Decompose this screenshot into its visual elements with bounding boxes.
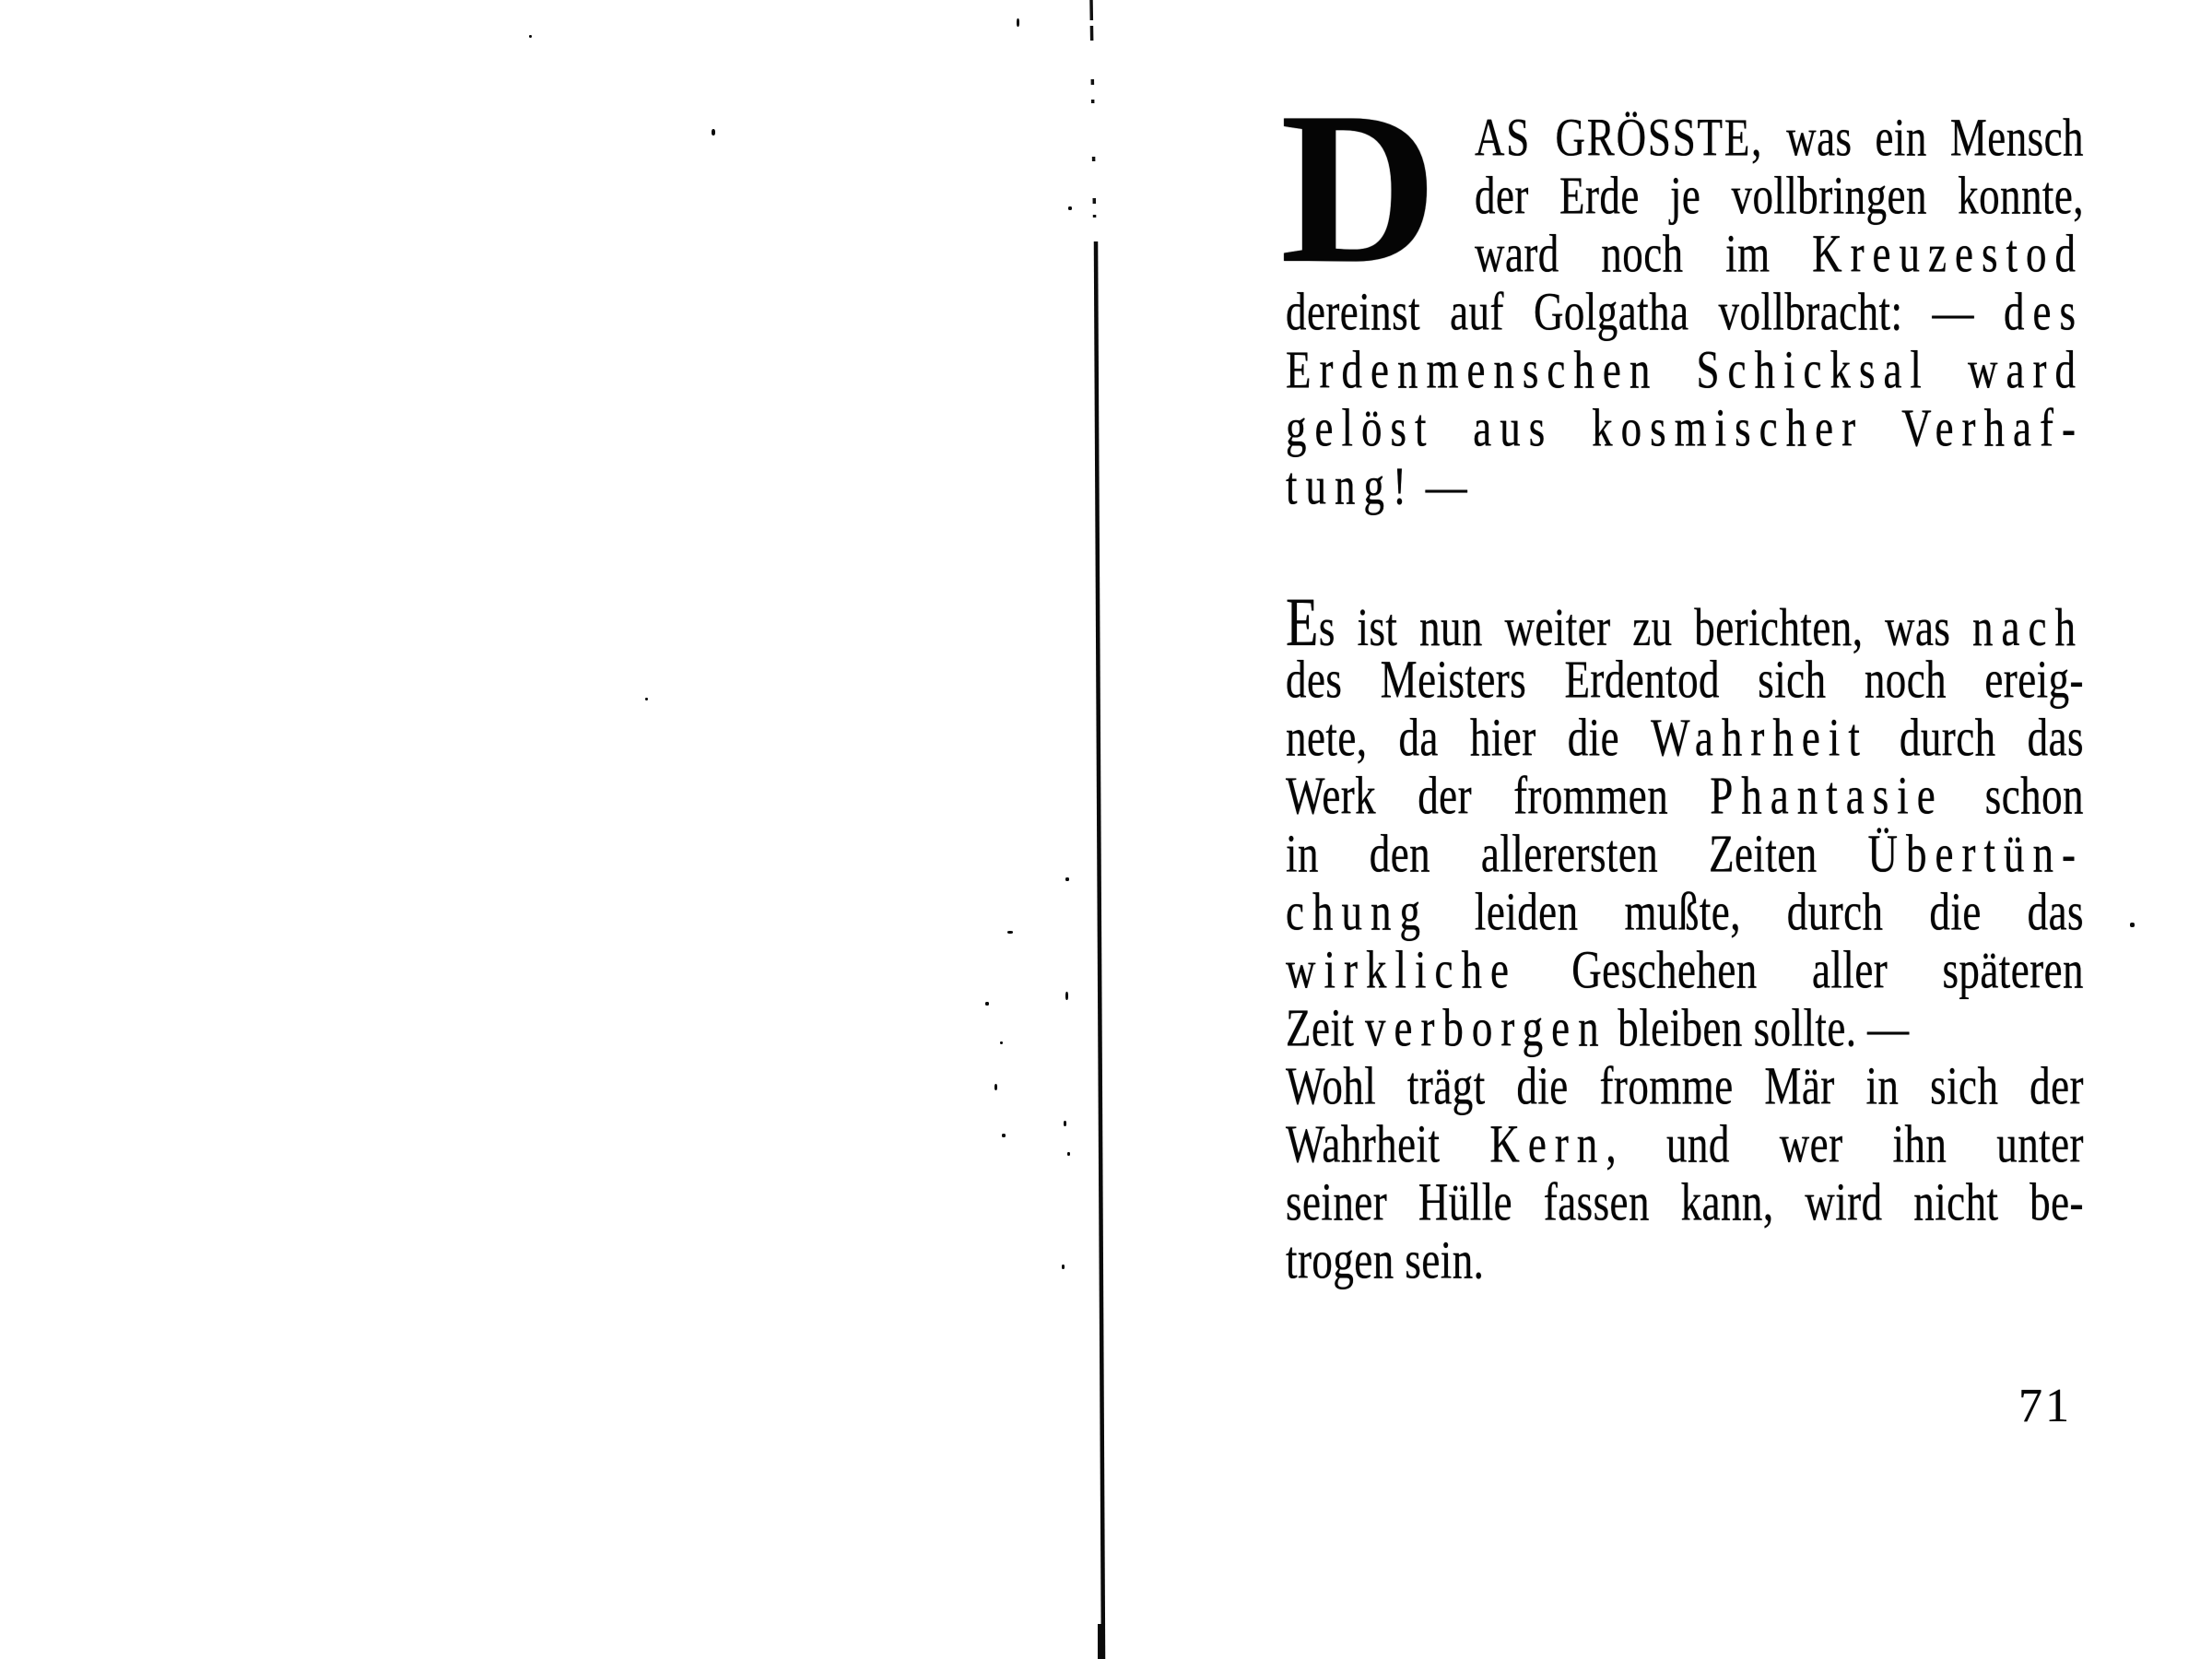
text-run: Wohl trägt die fromme Mär in sich der <box>1286 1055 2084 1116</box>
text-run: nach <box>1972 596 2084 657</box>
text-run: , und wer ihn unter <box>1606 1113 2084 1174</box>
text-run: nete, da hier die <box>1286 707 1652 768</box>
text-run: verborgen <box>1364 997 1607 1058</box>
text-run: des Meisters Erdentod sich noch ereig- <box>1286 649 2084 710</box>
text-run: tung! <box>1286 455 1415 516</box>
scan-noise-speck <box>529 35 532 38</box>
text-run: Wahrheit <box>1651 707 1868 768</box>
text-run: des <box>2004 281 2084 342</box>
text-run: Übertün- <box>1867 823 2084 884</box>
text-run: Erdenmenschen Schicksal ward <box>1286 339 2084 400</box>
scan-noise-speck <box>994 1084 997 1090</box>
scan-noise-speck <box>1007 931 1013 934</box>
text-run: in den allerersten Zeiten <box>1286 823 1868 884</box>
scan-noise-speck <box>645 698 648 700</box>
text-run: Wahrheit <box>1286 1113 1490 1174</box>
scan-noise-speck <box>1002 1134 1006 1137</box>
text-run: Kreuzestod <box>1812 223 2084 284</box>
text-run: Zeit <box>1286 997 1365 1058</box>
text-run: gelöst aus kosmischer Verhaf- <box>1286 397 2084 458</box>
text-run: leiden mußte, durch die das <box>1428 881 2084 942</box>
text-run: Kern <box>1489 1113 1606 1174</box>
text-run: s ist nun weiter zu berichten, was <box>1318 596 1973 657</box>
scan-noise-speck <box>1017 18 1019 27</box>
text-run: ward noch im <box>1475 223 1813 284</box>
paragraph <box>1286 1057 2084 1289</box>
text-run: E <box>1286 582 1319 661</box>
text-line <box>1286 449 2084 524</box>
scan-noise-speck <box>1000 1041 1003 1044</box>
text-run: AS GRÖSSTE, <box>1475 107 1764 168</box>
text-run: wirkliche <box>1286 939 1517 1000</box>
text-run: Werk der frommen <box>1286 765 1711 826</box>
text-run: seiner Hülle fassen kann, wird nicht be- <box>1286 1171 2084 1232</box>
text-run: der Erde je vollbringen konnte, <box>1475 165 2084 226</box>
scan-noise-speck <box>1064 1121 1066 1126</box>
scan-noise-speck <box>985 1002 989 1006</box>
scan-noise-speck <box>1068 206 1072 210</box>
text-run: schon <box>1943 765 2085 826</box>
text-run: was ein Mensch <box>1763 107 2084 168</box>
text-run: durch das <box>1867 707 2084 768</box>
scan-noise-speck <box>2130 923 2135 927</box>
text-block <box>1280 68 2085 1290</box>
paragraph <box>1280 68 2084 516</box>
scan-noise-speck <box>1065 877 1069 881</box>
text-line <box>1286 1223 2084 1299</box>
text-run: Phantasie <box>1710 765 1944 826</box>
text-run: — <box>1415 455 1468 516</box>
text-run: Geschehen aller späteren <box>1516 939 2084 1000</box>
scan-noise-speck <box>1067 1152 1070 1156</box>
scan-noise-speck <box>1065 992 1068 1000</box>
text-run: chung <box>1286 881 1429 942</box>
text-run: trogen sein. <box>1286 1230 1485 1290</box>
scan-noise-speck <box>712 129 715 135</box>
text-run: dereinst auf Golgatha vollbracht: — <box>1286 281 2004 342</box>
paragraph <box>1286 582 2085 1058</box>
scan-noise-speck <box>1062 1265 1065 1269</box>
drop-cap-letter: D <box>1280 68 1438 309</box>
page-number: 71 <box>2018 1380 2073 1432</box>
text-run: bleiben sollte. — <box>1606 997 1910 1058</box>
